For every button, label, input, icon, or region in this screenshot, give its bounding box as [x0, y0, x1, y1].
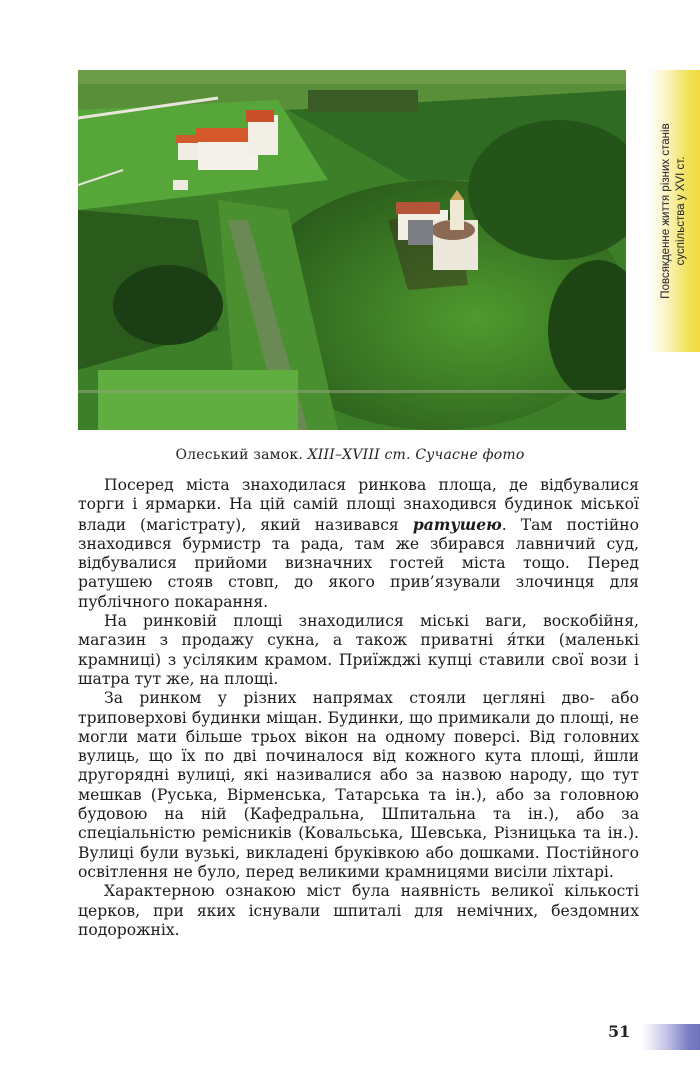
paragraph-text: . Там постійно знаходився бурмистр та рада, там же збирався лавничий суд, відбувалися прийоми визначних гостей міста тощо. Перед ратушею стояв стовп, до якого прив’язували злочинця для публічного покарання. [78, 515, 639, 611]
caption-title: Олеський замок. [175, 447, 303, 463]
page-number-decor-bar [642, 1024, 700, 1050]
paragraph-market-facilities: На ринковій площі знаходилися міські ваги, воскобійня, магазин з продажу сукна, а також приватні я́тки (маленькі крамниці) з усіляким крамом. Приїжджі купці ставили свої вози і шатра тут же, на площі. [78, 612, 639, 688]
paragraph-text: Посеред міста знаходилася ринкова площа, де відбувалися торги і ярмарки. На цій самій площі знаходився будинок міської влади (магістрату), який називався [78, 476, 639, 534]
chapter-side-tab [648, 70, 700, 352]
paragraph-market-square [78, 476, 639, 612]
aerial-landscape-image [78, 70, 626, 430]
page-number: 51 [608, 1022, 631, 1041]
chapter-title [659, 123, 689, 298]
chapter-title-line-2: суспільства у XVI ст. [675, 156, 687, 266]
chapter-title-line-1: Повсякденне життя різних станів [660, 123, 672, 299]
photo-caption [0, 447, 700, 463]
article-body [78, 476, 639, 940]
paragraph-churches: Характерною ознакою міст була наявність великої кількості церков, при яких існували шпиталі для немічних, бездомних подорожніх. [78, 882, 639, 939]
term-ratusha: ратушею [412, 514, 502, 534]
caption-date-note: XIII–XVIII ст. Сучасне фото [307, 447, 525, 463]
castle-photo [78, 70, 626, 430]
paragraph-streets: За ринком у різних напрямах стояли цегляні дво- або триповерхові будинки міщан. Будинки, що примикали до площі, не могли мати більше трьох вікон на одному поверсі. Від головних вулиць, що їх по дві починалося від кожного кута площі, йшли другорядні вулиці, які називалися або за назвою народу, що тут мешкав (Руська, Вірменська, Татарська та ін.), або за головною будовою на ній (Кафедральна, Шпитальна та ін.), або за спеціальністю ремісників (Ковальська, Шевська, Різницька та ін.). Вулиці були вузькі, викладені бруківкою або дошками. Постійного освітлення не було, перед великими крамницями висіли ліхтарі. [78, 689, 639, 881]
